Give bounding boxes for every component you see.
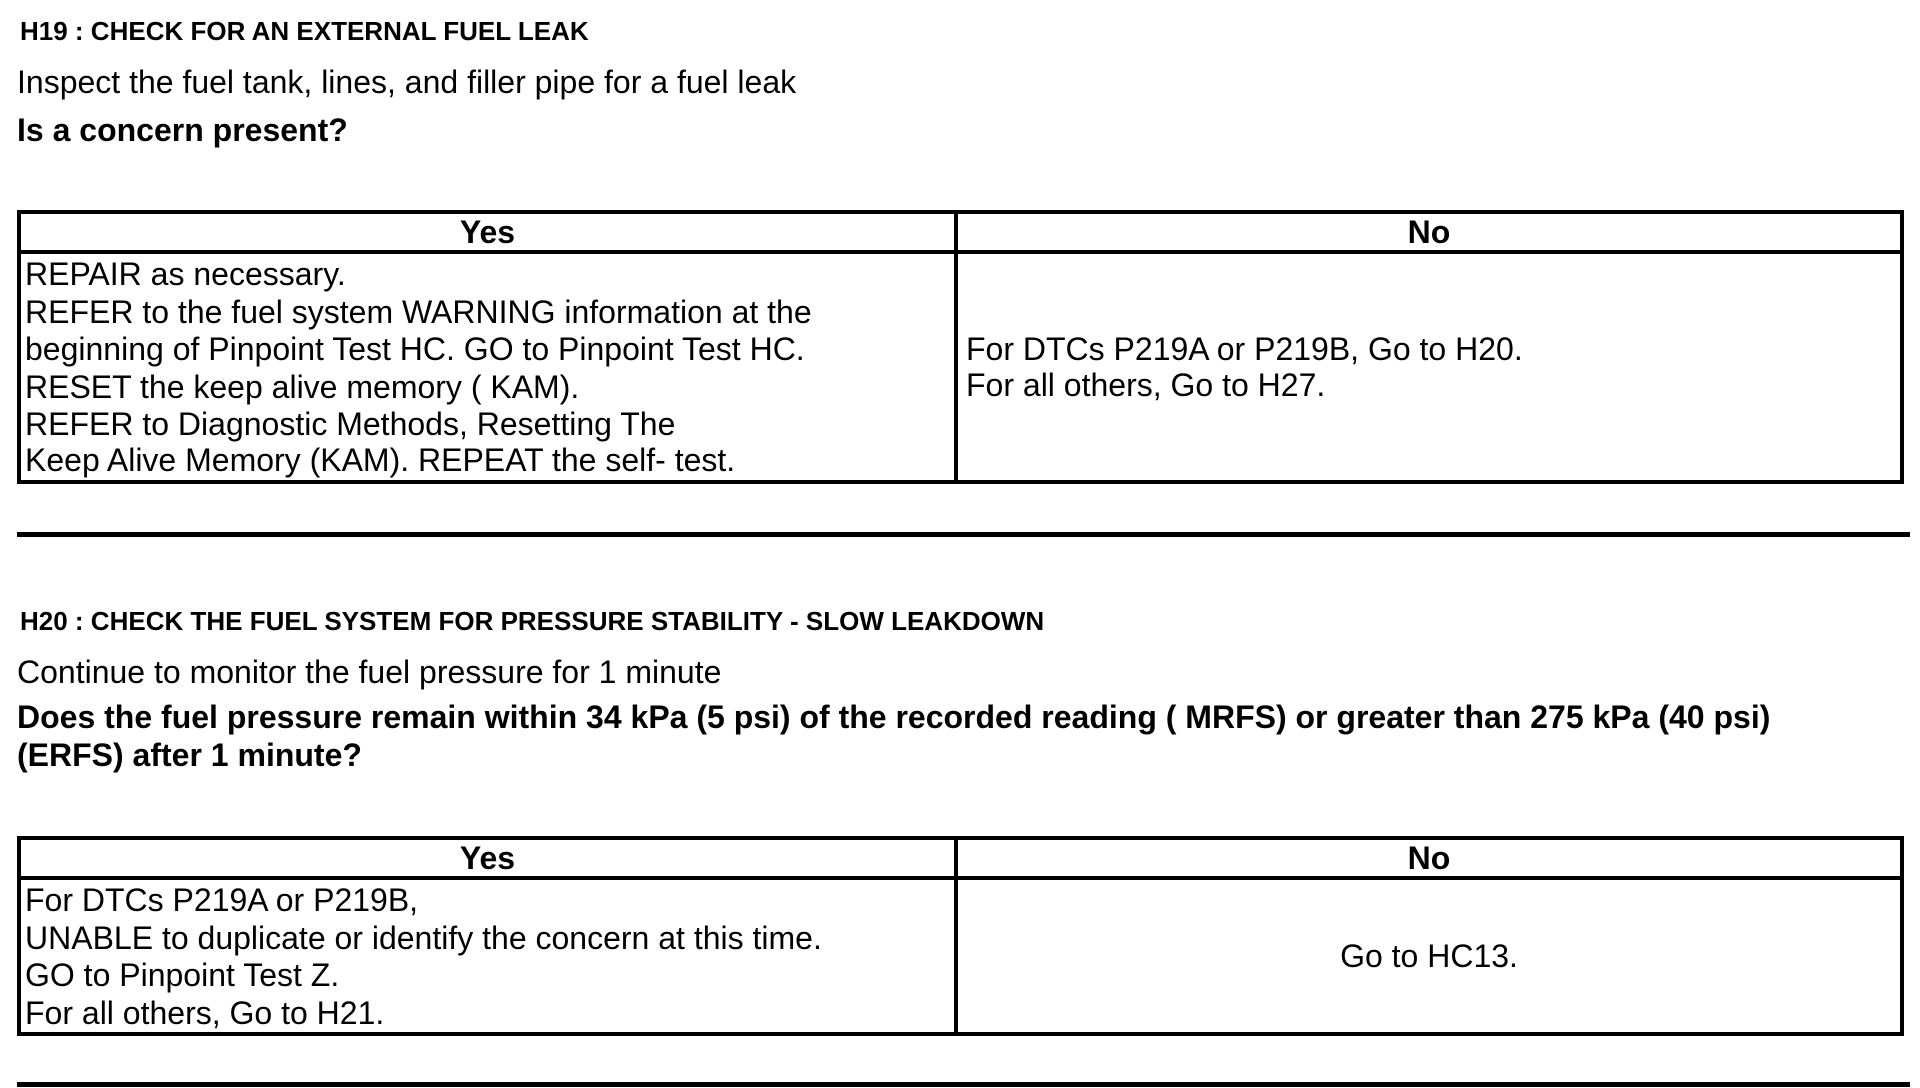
h19-yes-line: Keep Alive Memory (KAM). REPEAT the self- test.	[25, 441, 736, 478]
section-divider	[17, 532, 1910, 537]
h19-yes-line: beginning of Pinpoint Test HC. GO to Pinpoint Test HC.	[25, 331, 805, 367]
h19-no-cell	[956, 252, 1902, 482]
h20-instruction: Continue to monitor the fuel pressure for 1 minute	[17, 654, 722, 690]
h19-table-header-row	[19, 212, 1902, 252]
h19-yes-line: REPAIR as necessary.	[25, 256, 346, 292]
h19-yes-line: RESET the keep alive memory ( KAM).	[25, 368, 580, 405]
h20-yes-line: UNABLE to duplicate or identify the concern at this time.	[25, 919, 822, 956]
h19-yes-header: Yes	[19, 212, 956, 252]
h19-yes-line: REFER to the fuel system WARNING information at the	[25, 293, 812, 330]
h19-no-line: For all others, Go to H27.	[966, 367, 1326, 403]
h20-step-title: H20 : CHECK THE FUEL SYSTEM FOR PRESSURE STABILITY - SLOW LEAKDOWN	[20, 606, 1045, 636]
h20-no-header: No	[956, 838, 1902, 878]
h20-yes-line: For DTCs P219A or P219B,	[25, 882, 419, 918]
h20-yes-cell	[19, 878, 956, 1034]
h20-question-line: Does the fuel pressure remain within 34 kPa (5 psi) of the recorded reading ( MRFS) or greater than 275 kPa (40 psi)	[17, 699, 1771, 735]
h19-table-body-row	[19, 252, 1902, 482]
h19-decision-table	[17, 210, 1904, 484]
h19-step-title: H19 : CHECK FOR AN EXTERNAL FUEL LEAK	[20, 16, 589, 46]
h20-table-body-row	[19, 878, 1902, 1034]
h19-question: Is a concern present?	[17, 112, 348, 148]
h19-no-header: No	[956, 212, 1902, 252]
section-divider	[17, 1082, 1910, 1087]
h20-yes-line: For all others, Go to H21.	[25, 994, 385, 1031]
h19-no-line: For DTCs P219A or P219B, Go to H20.	[966, 331, 1523, 367]
h20-decision-table	[17, 836, 1904, 1036]
h19-instruction: Inspect the fuel tank, lines, and filler pipe for a fuel leak	[17, 64, 797, 100]
h20-yes-line: GO to Pinpoint Test Z.	[25, 957, 340, 993]
h20-question-line: (ERFS) after 1 minute?	[17, 737, 362, 773]
h19-yes-cell	[19, 252, 956, 482]
h20-question	[17, 698, 1770, 774]
h20-table-header-row	[19, 838, 1902, 878]
h20-no-cell: Go to HC13.	[956, 878, 1902, 1034]
h19-yes-line: REFER to Diagnostic Methods, Resetting The	[25, 406, 676, 442]
h20-yes-header: Yes	[19, 838, 956, 878]
